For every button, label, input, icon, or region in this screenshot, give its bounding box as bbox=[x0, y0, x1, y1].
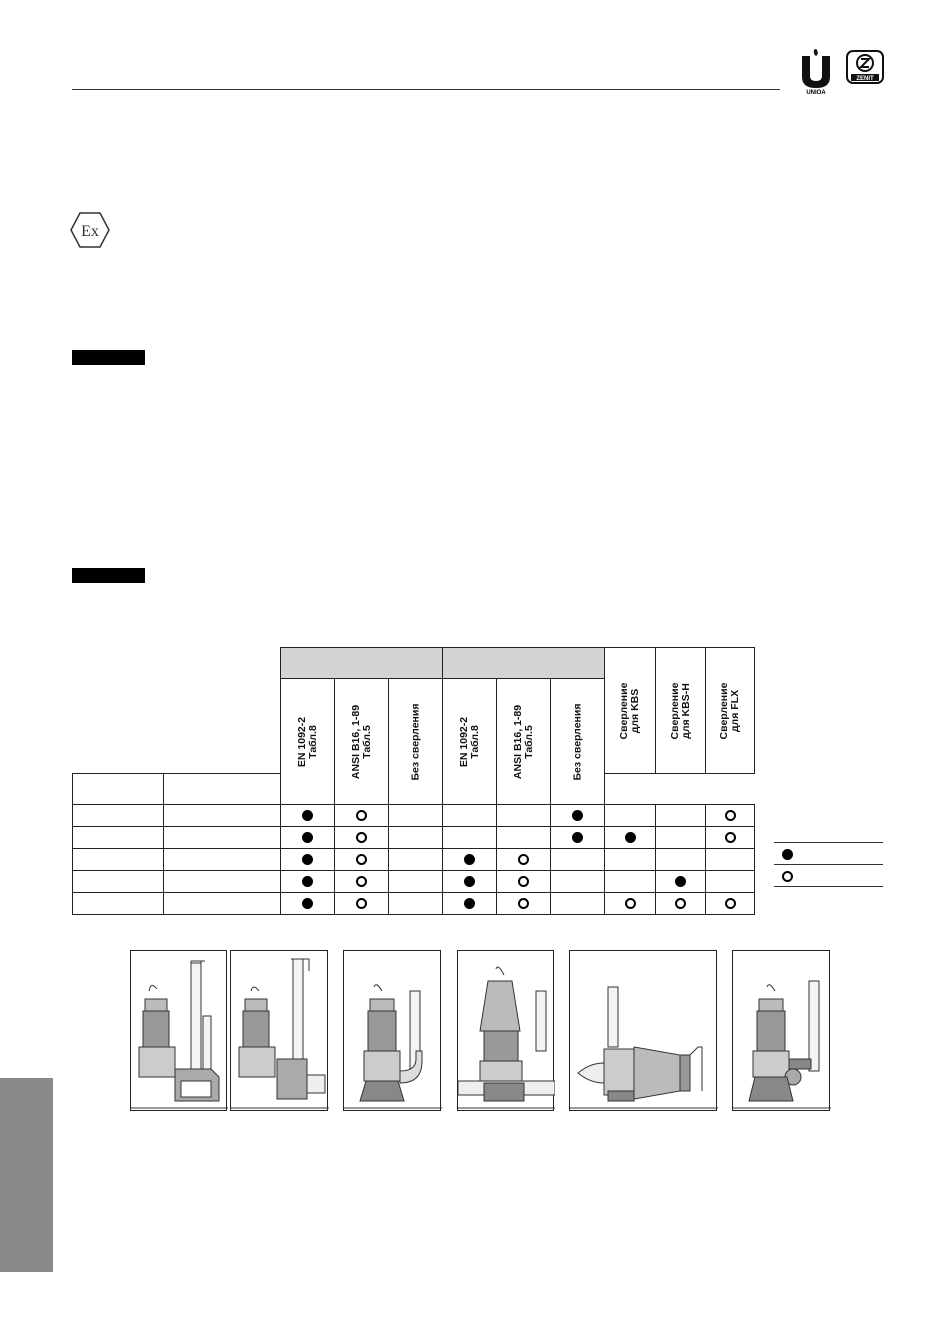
flange-compatibility-table bbox=[72, 647, 755, 915]
open-dot-icon bbox=[356, 876, 367, 887]
filled-dot-icon bbox=[464, 854, 475, 865]
table-cell bbox=[656, 849, 706, 871]
uniqa-logo bbox=[792, 48, 840, 94]
header-rule bbox=[72, 89, 780, 90]
filled-dot-icon bbox=[302, 810, 313, 821]
open-dot-icon bbox=[356, 810, 367, 821]
section-label-bar bbox=[72, 350, 145, 365]
legend-rule bbox=[774, 842, 883, 843]
open-dot-icon bbox=[518, 876, 529, 887]
table-cell bbox=[656, 893, 706, 915]
open-dot-icon bbox=[518, 898, 529, 909]
header-group-cell bbox=[281, 648, 443, 679]
legend-open-dot-icon bbox=[782, 868, 793, 886]
table-cell bbox=[335, 827, 389, 849]
column-header bbox=[497, 679, 551, 805]
svg-text:Ex: Ex bbox=[81, 223, 99, 240]
column-header bbox=[551, 679, 605, 805]
table-cell bbox=[497, 827, 551, 849]
column-header-label: EN 1092-2 Табл.8 bbox=[295, 716, 319, 767]
table-cell bbox=[706, 871, 755, 893]
table-cell bbox=[551, 849, 605, 871]
pump-with-base-pipe-icon bbox=[457, 950, 554, 1111]
filled-dot-icon bbox=[464, 898, 475, 909]
filled-dot-icon bbox=[675, 876, 686, 887]
table-row bbox=[73, 827, 755, 849]
table-row bbox=[73, 893, 755, 915]
column-header-label: Сверление для FLX bbox=[718, 682, 741, 739]
table-cell bbox=[443, 871, 497, 893]
table-cell bbox=[443, 805, 497, 827]
table-cell bbox=[281, 871, 335, 893]
table-cell bbox=[73, 827, 164, 849]
column-header-label: Сверление для KBS bbox=[618, 682, 641, 739]
side-tab bbox=[0, 1078, 53, 1272]
table-cell bbox=[335, 871, 389, 893]
table-cell bbox=[443, 849, 497, 871]
table-cell bbox=[164, 893, 281, 915]
table-cell bbox=[551, 805, 605, 827]
open-dot-icon bbox=[725, 898, 736, 909]
table-cell bbox=[281, 805, 335, 827]
column-header-label: Без сверления bbox=[571, 703, 583, 780]
legend-rule bbox=[774, 886, 883, 887]
table-cell bbox=[443, 893, 497, 915]
table-cell bbox=[497, 893, 551, 915]
column-header-label: ANSI B16, 1-89 Табл.5 bbox=[349, 704, 373, 779]
table-cell bbox=[605, 827, 656, 849]
table-cell bbox=[73, 805, 164, 827]
table-row bbox=[73, 849, 755, 871]
pump-on-stand-with-bend-icon bbox=[343, 950, 441, 1111]
table-cell bbox=[164, 805, 281, 827]
table-cell bbox=[706, 827, 755, 849]
filled-dot-icon bbox=[625, 832, 636, 843]
legend-filled-dot-icon bbox=[782, 846, 793, 864]
table-cell bbox=[551, 827, 605, 849]
table-cell bbox=[605, 849, 656, 871]
zenit-logo bbox=[846, 50, 884, 84]
table-cell bbox=[605, 805, 656, 827]
header-blank bbox=[73, 679, 281, 774]
table-cell bbox=[605, 893, 656, 915]
table-cell bbox=[335, 849, 389, 871]
filled-dot-icon bbox=[302, 898, 313, 909]
table-cell bbox=[73, 893, 164, 915]
header-blank bbox=[73, 648, 281, 679]
pump-on-stand-with-valve-icon bbox=[732, 950, 830, 1111]
filled-dot-icon bbox=[302, 854, 313, 865]
table-cell bbox=[389, 849, 443, 871]
ex-explosion-proof-icon bbox=[70, 211, 110, 249]
header-empty-cell bbox=[73, 774, 164, 805]
table-cell bbox=[656, 805, 706, 827]
table-cell bbox=[281, 849, 335, 871]
filled-dot-icon bbox=[572, 810, 583, 821]
filled-dot-icon bbox=[302, 832, 313, 843]
table-cell bbox=[335, 893, 389, 915]
header-empty-cell bbox=[164, 774, 281, 805]
table-row bbox=[73, 871, 755, 893]
table-cell bbox=[605, 871, 656, 893]
table-cell bbox=[656, 871, 706, 893]
section-label-bar bbox=[72, 568, 145, 583]
table-cell bbox=[706, 849, 755, 871]
table-cell bbox=[497, 871, 551, 893]
table-cell bbox=[551, 893, 605, 915]
table-cell bbox=[73, 871, 164, 893]
filled-dot-icon bbox=[464, 876, 475, 887]
legend-rule bbox=[774, 864, 883, 865]
table-cell bbox=[706, 805, 755, 827]
open-dot-icon bbox=[675, 898, 686, 909]
table-row bbox=[73, 805, 755, 827]
table-cell bbox=[443, 827, 497, 849]
column-header bbox=[335, 679, 389, 805]
table-cell bbox=[497, 849, 551, 871]
table-cell bbox=[389, 871, 443, 893]
column-header-label: Сверление для KBS-H bbox=[668, 682, 692, 739]
table-cell bbox=[389, 827, 443, 849]
open-dot-icon bbox=[725, 810, 736, 821]
table-cell bbox=[73, 849, 164, 871]
filled-dot-icon bbox=[302, 876, 313, 887]
open-dot-icon bbox=[518, 854, 529, 865]
table-cell bbox=[281, 827, 335, 849]
column-header bbox=[605, 648, 656, 774]
table-cell bbox=[656, 827, 706, 849]
filled-dot-icon bbox=[572, 832, 583, 843]
svg-text:ZENIT: ZENIT bbox=[856, 76, 874, 82]
open-dot-icon bbox=[356, 854, 367, 865]
open-dot-icon bbox=[625, 898, 636, 909]
table-cell bbox=[281, 893, 335, 915]
table-cell bbox=[164, 827, 281, 849]
column-header-label: Без сверления bbox=[409, 703, 421, 780]
table-cell bbox=[335, 805, 389, 827]
column-header-label: EN 1092-2 Табл.8 bbox=[457, 716, 481, 767]
horizontal-pump-icon bbox=[569, 950, 717, 1111]
table-cell bbox=[389, 805, 443, 827]
table-cell bbox=[706, 893, 755, 915]
open-dot-icon bbox=[356, 832, 367, 843]
pump-with-coupling-foot-icon bbox=[230, 950, 328, 1111]
svg-text:UNIQA: UNIQA bbox=[806, 90, 826, 94]
table-cell bbox=[389, 893, 443, 915]
table-cell bbox=[164, 849, 281, 871]
header-group-cell bbox=[443, 648, 605, 679]
table-cell bbox=[497, 805, 551, 827]
table-cell bbox=[551, 871, 605, 893]
column-header bbox=[443, 679, 497, 805]
column-header bbox=[389, 679, 443, 805]
table-cell bbox=[164, 871, 281, 893]
table-header-row bbox=[73, 648, 755, 679]
column-header bbox=[656, 648, 706, 774]
pump-with-foot-connector-icon bbox=[130, 950, 227, 1111]
open-dot-icon bbox=[725, 832, 736, 843]
column-header bbox=[281, 679, 335, 805]
column-header bbox=[706, 648, 755, 774]
column-header-label: ANSI B16, 1-89 Табл.5 bbox=[511, 704, 535, 779]
open-dot-icon bbox=[356, 898, 367, 909]
